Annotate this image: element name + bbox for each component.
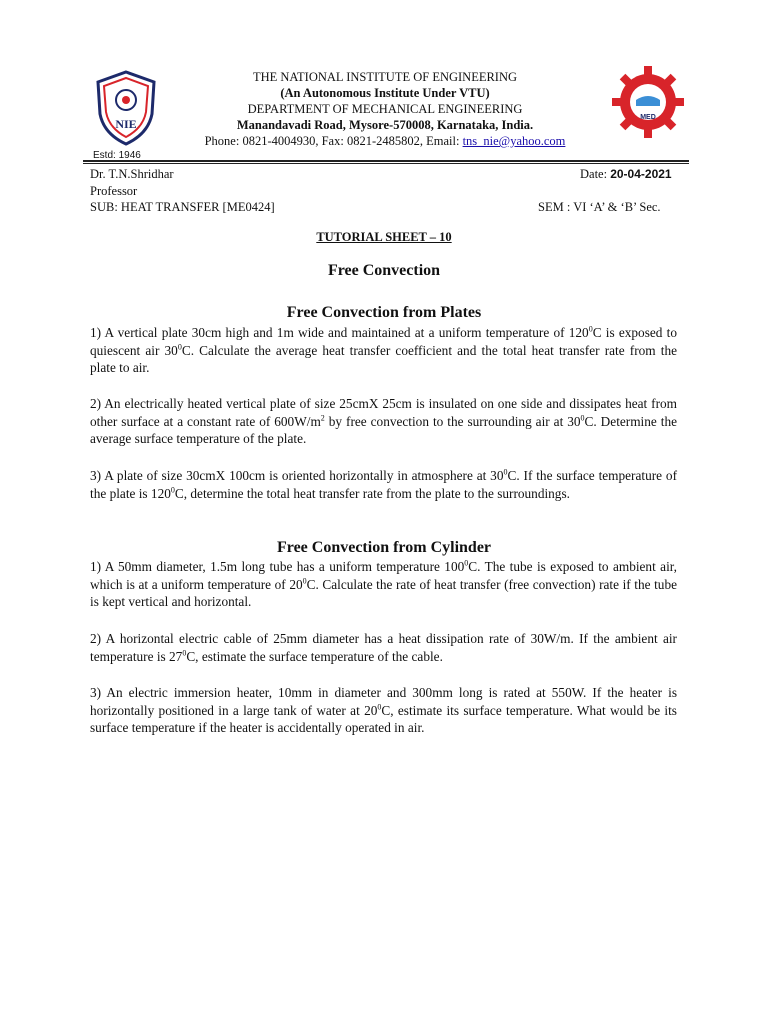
section-title-cylinder: Free Convection from Cylinder xyxy=(276,539,492,556)
department-name: DEPARTMENT OF MECHANICAL ENGINEERING xyxy=(247,102,523,116)
med-logo-text: MED xyxy=(640,114,656,121)
cylinder-problem-3: 3) An electric immersion heater, 10mm in diameter and 300mm long is rated at 550W. If the heater is horizontally positioned in a large tank of water at $20^0C$, estimate its surface temperature. What would be its surface temperature if the heater is accidentally operated in air. xyxy=(90,685,677,736)
author-designation: Professor xyxy=(90,184,138,198)
email-link[interactable]: tns_nie@yahoo.com xyxy=(462,134,566,148)
plates-problem-3: 3) A plate of size 30cmX 100cm is oriented horizontally in atmosphere at $30^0C$. If the surface temperature of the plate is $120^0C$, determine the total heat transfer rate from the plate to the surroundings. xyxy=(90,467,677,501)
established-year: Estd: 1946 xyxy=(93,150,141,161)
nie-logo-text: NIE xyxy=(115,117,137,131)
institute-name: THE NATIONAL INSTITUTE OF ENGINEERING xyxy=(252,70,518,84)
nie-logo-icon xyxy=(94,70,158,146)
cylinder-problem-2: 2) A horizontal electric cable of 25mm diameter has a heat dissipation rate of 30W/m. If the ambient air temperature is $27^0C$, estimate the surface temperature of the cable. xyxy=(90,631,677,664)
subject-line: SUB: HEAT TRANSFER [ME0424] xyxy=(90,200,275,214)
date-line xyxy=(580,167,672,182)
contact-details: Phone: 0821-4004930, Fax: 0821-2485802, Email: xyxy=(204,134,463,148)
header-divider xyxy=(83,160,689,162)
header-divider-thin xyxy=(83,163,689,164)
author-name: Dr. T.N.Shridhar xyxy=(90,167,174,181)
address-line: Manandavadi Road, Mysore-570008, Karnataka, India. xyxy=(236,118,534,132)
plates-problem-1: 1) A vertical plate 30cm high and 1m wide and maintained at a uniform temperature of $120^0C$ is exposed to quiescent air $30^0C$. Calculate the average heat transfer coefficient and the total heat transfer rate from the plate to air. xyxy=(90,324,678,376)
autonomous-line: (An Autonomous Institute Under VTU) xyxy=(280,86,490,100)
semester-line: SEM : VI ‘A’ & ‘B’ Sec. xyxy=(538,200,661,214)
tutorial-sheet-title: TUTORIAL SHEET – 10 xyxy=(316,230,452,244)
med-gear-logo-icon xyxy=(610,64,686,140)
institute-header xyxy=(190,69,580,149)
main-title: Free Convection xyxy=(327,262,441,279)
date-label: Date: xyxy=(580,167,611,181)
section-title-plates: Free Convection from Plates xyxy=(286,304,482,321)
cylinder-problem-1: 1) A 50mm diameter, 1.5m long tube has a uniform temperature $100^0C$. The tube is exposed to ambient air, which is at a uniform temperature of $20^0C$. Calculate the rate of heat transfer (free convection) rate if the tube is kept vertical and horizontal. xyxy=(90,558,678,610)
plates-problem-2: 2) An electrically heated vertical plate of size 25cmX 25cm is insulated on one side and dissipates heat from other surface at a constant rate of $600W/m^2$ by free convection to the surrounding air at $30^0C$. Determine the average surface temperature of the plate. xyxy=(90,396,678,447)
date-value: 20-04-2021 xyxy=(610,167,672,181)
contact-line xyxy=(190,133,580,149)
